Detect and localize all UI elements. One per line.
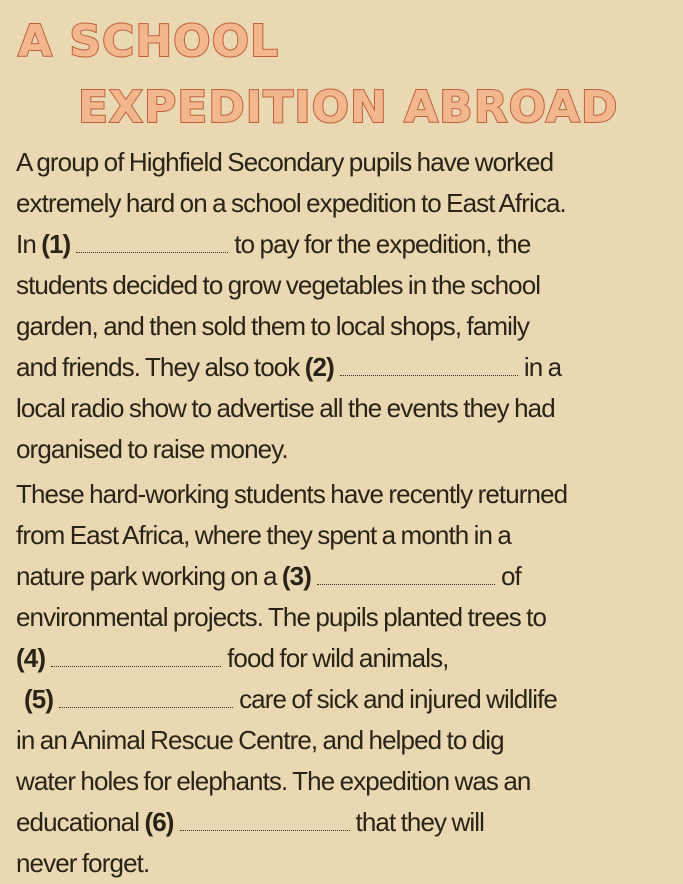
p2-line-9-text-after: that they will — [355, 807, 484, 837]
p2-line-10: never forget. — [16, 848, 150, 878]
p1-line-7: local radio show to advertise all the events they had — [16, 393, 555, 423]
p2-line-3-text-before: nature park working on a — [16, 561, 277, 591]
p2-line-9 — [16, 802, 678, 843]
title-line-1: A SCHOOL — [18, 16, 280, 67]
gap-blank-5[interactable] — [59, 697, 233, 708]
gap-number-1: (1) — [41, 229, 71, 259]
p2-line-9-text-before: educational — [16, 807, 140, 837]
gap-blank-1[interactable] — [76, 242, 228, 253]
p2-line-7: in an Animal Rescue Centre, and helped to dig — [16, 725, 504, 755]
p1-line-1: A group of Highfield Secondary pupils have worked — [16, 147, 554, 177]
gap-number-2: (2) — [304, 352, 334, 382]
p1-line-3-text-before: In — [16, 229, 36, 259]
p2-line-2: from East Africa, where they spent a month in a — [16, 520, 511, 550]
gap-blank-3[interactable] — [317, 574, 495, 585]
gap-number-4: (4) — [16, 643, 46, 673]
p2-line-4: environmental projects. The pupils planted trees to — [16, 602, 547, 632]
gap-number-6: (6) — [144, 807, 174, 837]
gap-blank-6[interactable] — [180, 820, 350, 831]
p1-line-6-text-after: in a — [523, 352, 562, 382]
p2-line-5 — [16, 638, 678, 679]
p1-line-6 — [16, 347, 678, 388]
article-body — [16, 142, 678, 884]
p1-line-2: extremely hard on a school expedition to East Africa. — [16, 188, 566, 218]
gap-number-5: (5) — [24, 684, 54, 714]
p2-line-3 — [16, 556, 678, 597]
p1-line-4: students decided to grow vegetables in the school — [16, 270, 541, 300]
p2-line-1: These hard-working students have recently returned — [16, 479, 568, 509]
p1-line-6-text-before: and friends. They also took — [16, 352, 300, 382]
gap-blank-2[interactable] — [340, 365, 518, 376]
gap-number-3: (3) — [281, 561, 311, 591]
p1-line-5: garden, and then sold them to local shops, family — [16, 311, 530, 341]
p1-line-8: organised to raise money. — [16, 434, 288, 464]
p2-line-6-text-after: care of sick and injured wildlife — [239, 684, 557, 714]
p2-line-8: water holes for elephants. The expedition was an — [16, 766, 531, 796]
title-line-2: EXPEDITION ABROAD — [78, 82, 619, 133]
gap-blank-4[interactable] — [51, 656, 221, 667]
p2-line-5-text-after: food for wild animals, — [227, 643, 449, 673]
p2-line-3-text-after: of — [500, 561, 521, 591]
p2-line-6 — [16, 679, 678, 720]
p1-line-3-text-after: to pay for the expedition, the — [234, 229, 531, 259]
p1-line-3 — [16, 224, 678, 265]
